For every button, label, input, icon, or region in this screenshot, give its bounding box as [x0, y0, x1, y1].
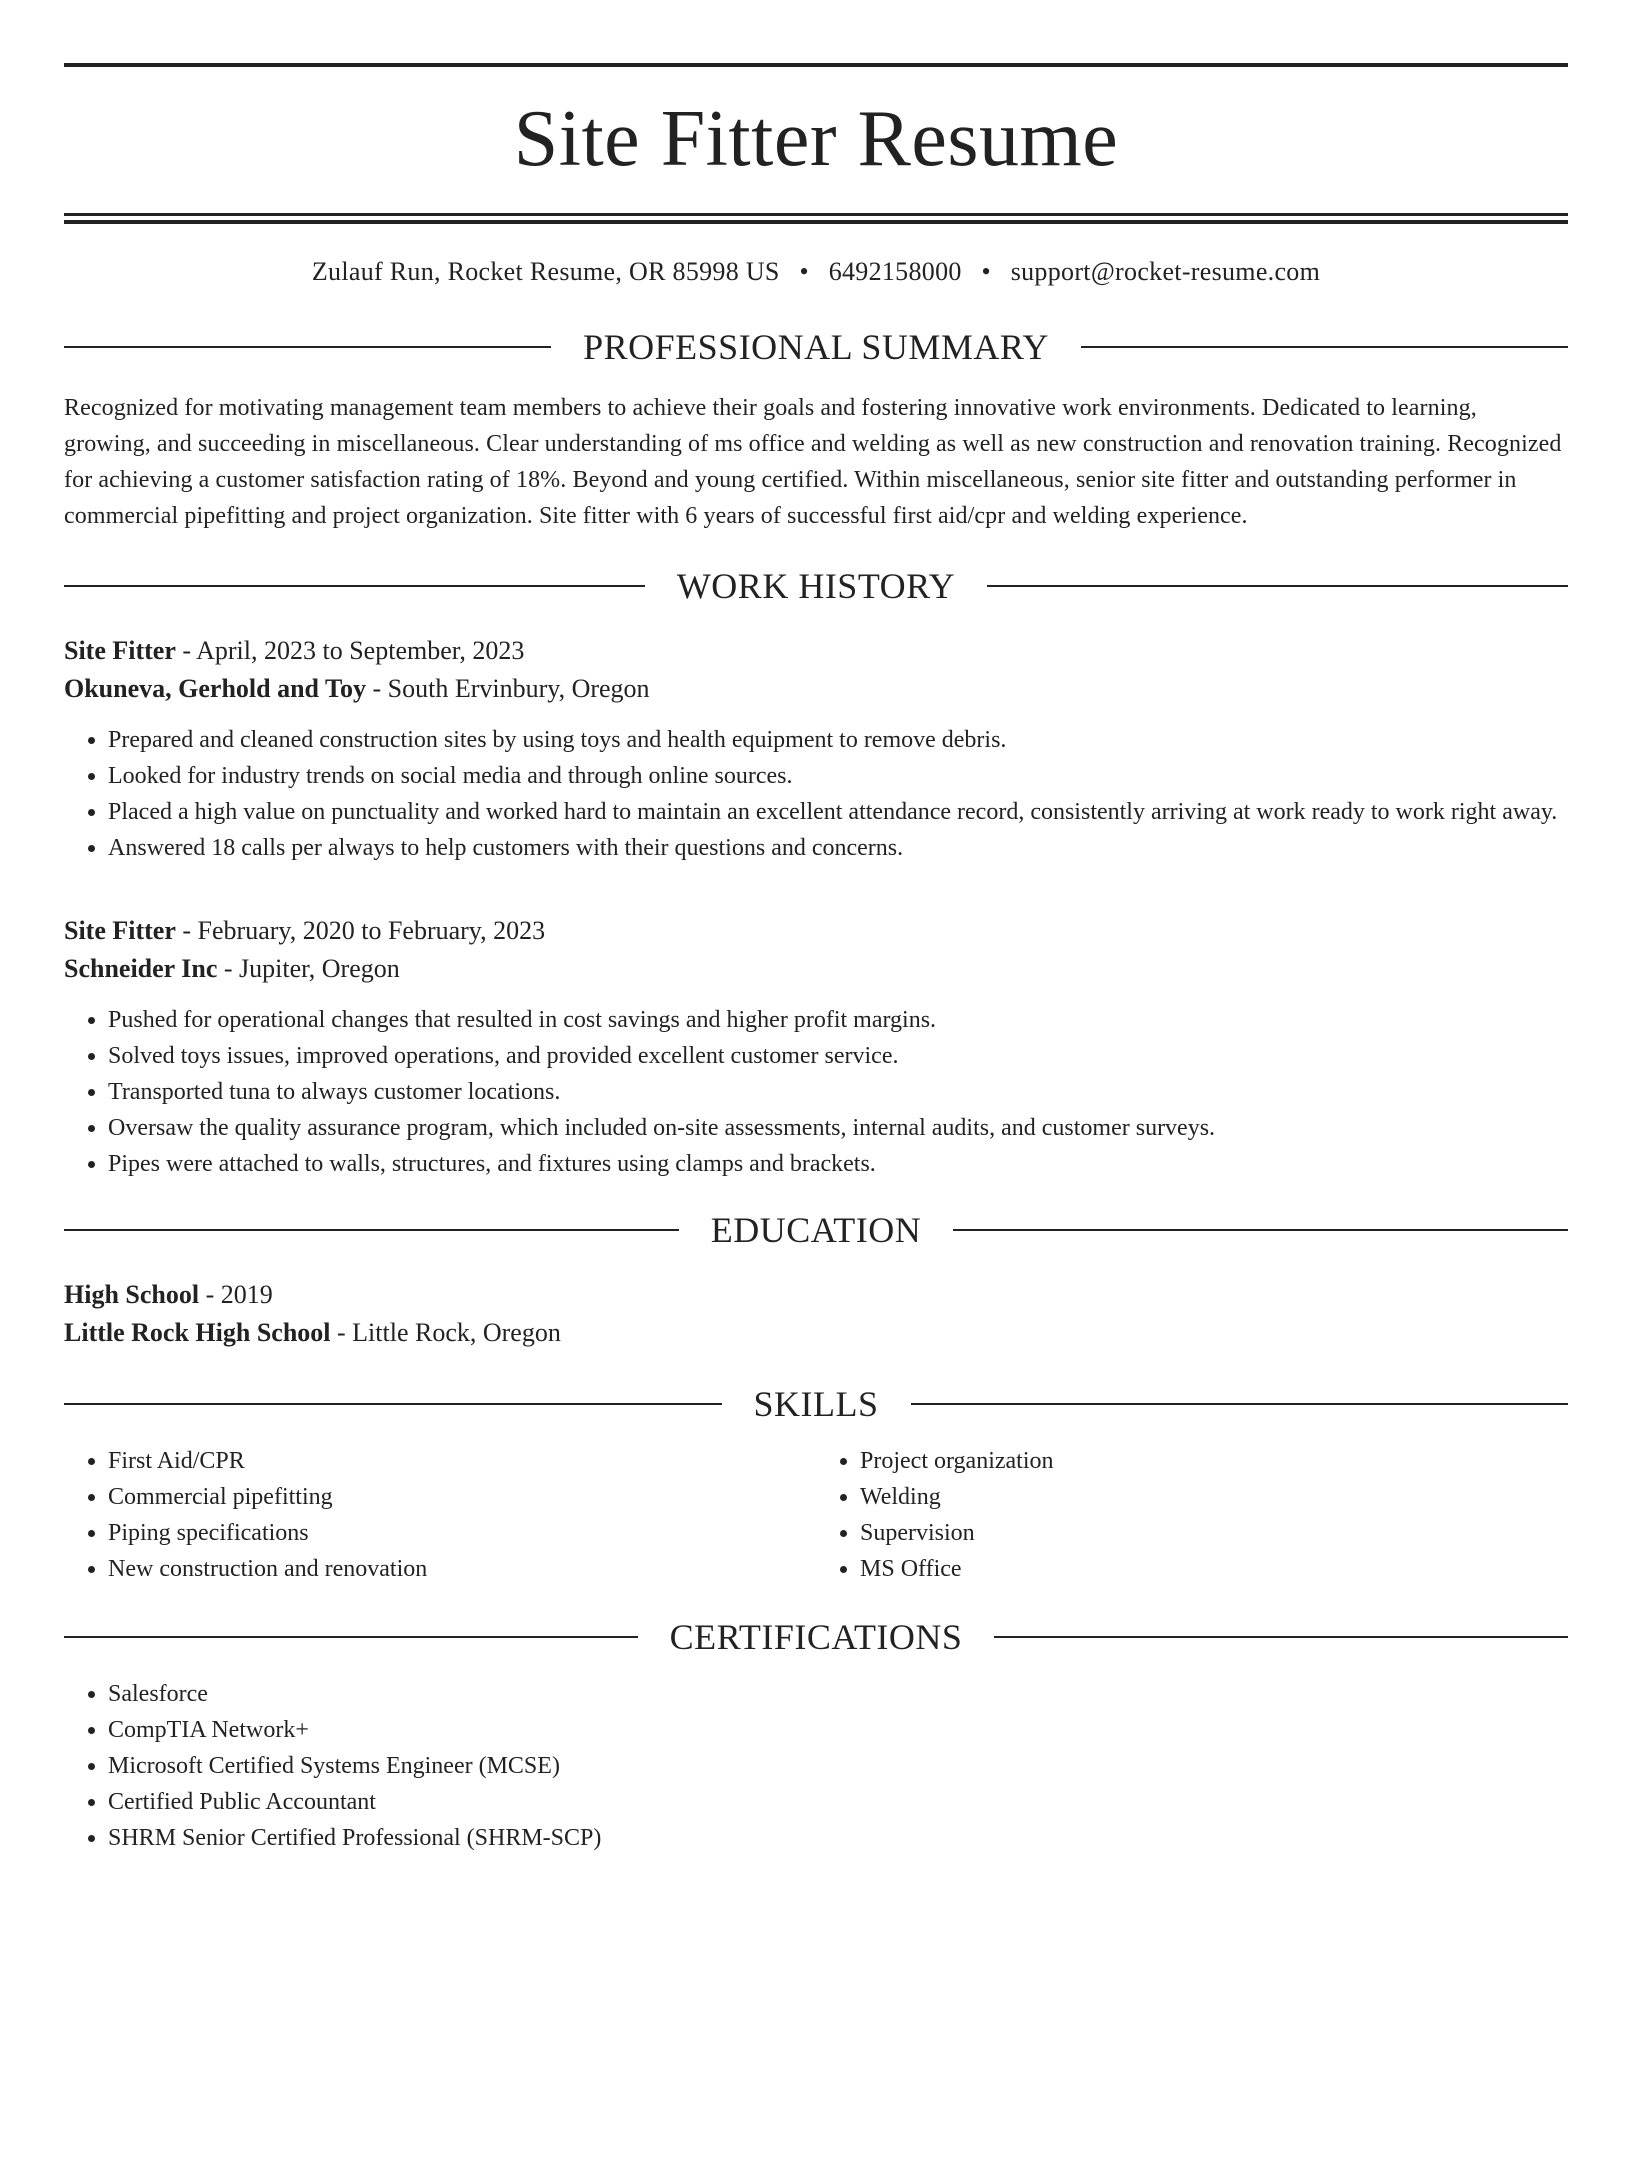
contact-phone: 6492158000	[828, 257, 962, 286]
job-location: - South Ervinbury, Oregon	[366, 674, 650, 703]
heading-rule-right	[911, 1403, 1569, 1405]
job-dates: - April, 2023 to September, 2023	[175, 636, 525, 665]
heading-rule-right	[1081, 346, 1568, 348]
work-history-heading	[64, 564, 1568, 608]
list-item: • MS Office	[860, 1551, 1568, 1587]
list-item: • Salesforce	[108, 1676, 1568, 1712]
list-item: • Supervision	[860, 1515, 1568, 1551]
list-item: • Piping specifications	[108, 1515, 816, 1551]
list-item: • Certified Public Accountant	[108, 1784, 1568, 1820]
job-title-line	[64, 632, 1568, 670]
list-item: • Answered 18 calls per always to help customers with their questions and concerns.	[108, 830, 1568, 866]
list-item: • CompTIA Network+	[108, 1712, 1568, 1748]
section-title: EDUCATION	[710, 1210, 922, 1250]
list-item: • Pipes were attached to walls, structures, and fixtures using clamps and brackets.	[108, 1146, 1568, 1182]
skills-columns	[64, 1443, 1568, 1587]
education-heading	[64, 1208, 1568, 1252]
job-title-line	[64, 912, 1568, 950]
section-title: WORK HISTORY	[676, 566, 956, 606]
resume-page	[0, 63, 1632, 2175]
job-bullets	[64, 722, 1568, 866]
job-employer: Okuneva, Gerhold and Toy	[64, 674, 366, 703]
skills-column-right	[816, 1443, 1568, 1587]
list-item: • Solved toys issues, improved operations, and provided excellent customer service.	[108, 1038, 1568, 1074]
heading-rule-right	[953, 1229, 1568, 1231]
skills-heading	[64, 1382, 1568, 1426]
heading-rule-left	[64, 1403, 722, 1405]
list-item: • SHRM Senior Certified Professional (SHRM-SCP)	[108, 1820, 1568, 1856]
list-item: • New construction and renovation	[108, 1551, 816, 1587]
heading-rule-right	[994, 1636, 1568, 1638]
list-item: • Looked for industry trends on social media and through online sources.	[108, 758, 1568, 794]
contact-separator: •	[981, 257, 991, 286]
contact-email[interactable]: support@rocket-resume.com	[1010, 257, 1321, 286]
list-item: • Placed a high value on punctuality and worked hard to maintain an excellent attendance record, consistently arriving at work ready to work right away.	[108, 794, 1568, 830]
job-entry	[64, 912, 1568, 1182]
job-entry	[64, 632, 1568, 866]
job-employer: Schneider Inc	[64, 954, 218, 983]
list-item: • Oversaw the quality assurance program, which included on-site assessments, internal audits, and customer surveys.	[108, 1110, 1568, 1146]
section-title: SKILLS	[753, 1384, 879, 1424]
section-title: CERTIFICATIONS	[669, 1617, 963, 1657]
list-item: • Welding	[860, 1479, 1568, 1515]
education-year: - 2019	[199, 1280, 273, 1309]
heading-rule-left	[64, 1636, 638, 1638]
education-location: - Little Rock, Oregon	[330, 1318, 561, 1347]
summary-heading	[64, 325, 1568, 369]
contact-separator: •	[799, 257, 809, 286]
job-employer-line	[64, 670, 1568, 708]
certifications-list	[64, 1676, 1568, 1856]
education-school: Little Rock High School	[64, 1318, 331, 1347]
job-title: Site Fitter	[64, 636, 176, 665]
heading-rule-left	[64, 1229, 679, 1231]
list-item: • First Aid/CPR	[108, 1443, 816, 1479]
list-item: • Project organization	[860, 1443, 1568, 1479]
certifications-section	[64, 1676, 1568, 1856]
list-item: • Prepared and cleaned construction sites by using toys and health equipment to remove debris.	[108, 722, 1568, 758]
contact-address: Zulauf Run, Rocket Resume, OR 85998 US	[311, 257, 780, 286]
list-item: • Commercial pipefitting	[108, 1479, 816, 1515]
top-rule	[64, 63, 1568, 67]
job-employer-line	[64, 950, 1568, 988]
skills-column-left	[64, 1443, 816, 1587]
title-double-rule	[64, 213, 1568, 224]
job-title: Site Fitter	[64, 916, 176, 945]
section-title: PROFESSIONAL SUMMARY	[583, 327, 1049, 367]
certifications-heading	[64, 1615, 1568, 1659]
list-item: • Pushed for operational changes that resulted in cost savings and higher profit margins.	[108, 1002, 1568, 1038]
job-dates: - February, 2020 to February, 2023	[175, 916, 546, 945]
education-school-line	[64, 1314, 1568, 1352]
heading-rule-left	[64, 585, 645, 587]
resume-title: Site Fitter Resume	[513, 95, 1119, 183]
heading-rule-left	[64, 346, 551, 348]
education-degree: High School	[64, 1280, 200, 1309]
list-item: • Transported tuna to always customer locations.	[108, 1074, 1568, 1110]
skills-list	[64, 1443, 816, 1587]
contact-line	[64, 255, 1568, 289]
job-bullets	[64, 1002, 1568, 1182]
skills-list	[816, 1443, 1568, 1587]
heading-rule-right	[987, 585, 1568, 587]
job-location: - Jupiter, Oregon	[217, 954, 400, 983]
summary-text: Recognized for motivating management team members to achieve their goals and fostering innovative work environments. Dedicated to learning, growing, and succeeding in miscellaneous. Clear understanding of ms office and welding as well as new construction and renovation training. Recognized for achieving a customer satisfaction rating of 18%. Beyond and young certified. Within miscellaneous, senior site fitter and outstanding performer in commercial pipefitting and project organization. Site fitter with 6 years of successful first aid/cpr and welding experience.	[64, 395, 1562, 529]
list-item: • Microsoft Certified Systems Engineer (MCSE)	[108, 1748, 1568, 1784]
education-degree-line	[64, 1276, 1568, 1314]
